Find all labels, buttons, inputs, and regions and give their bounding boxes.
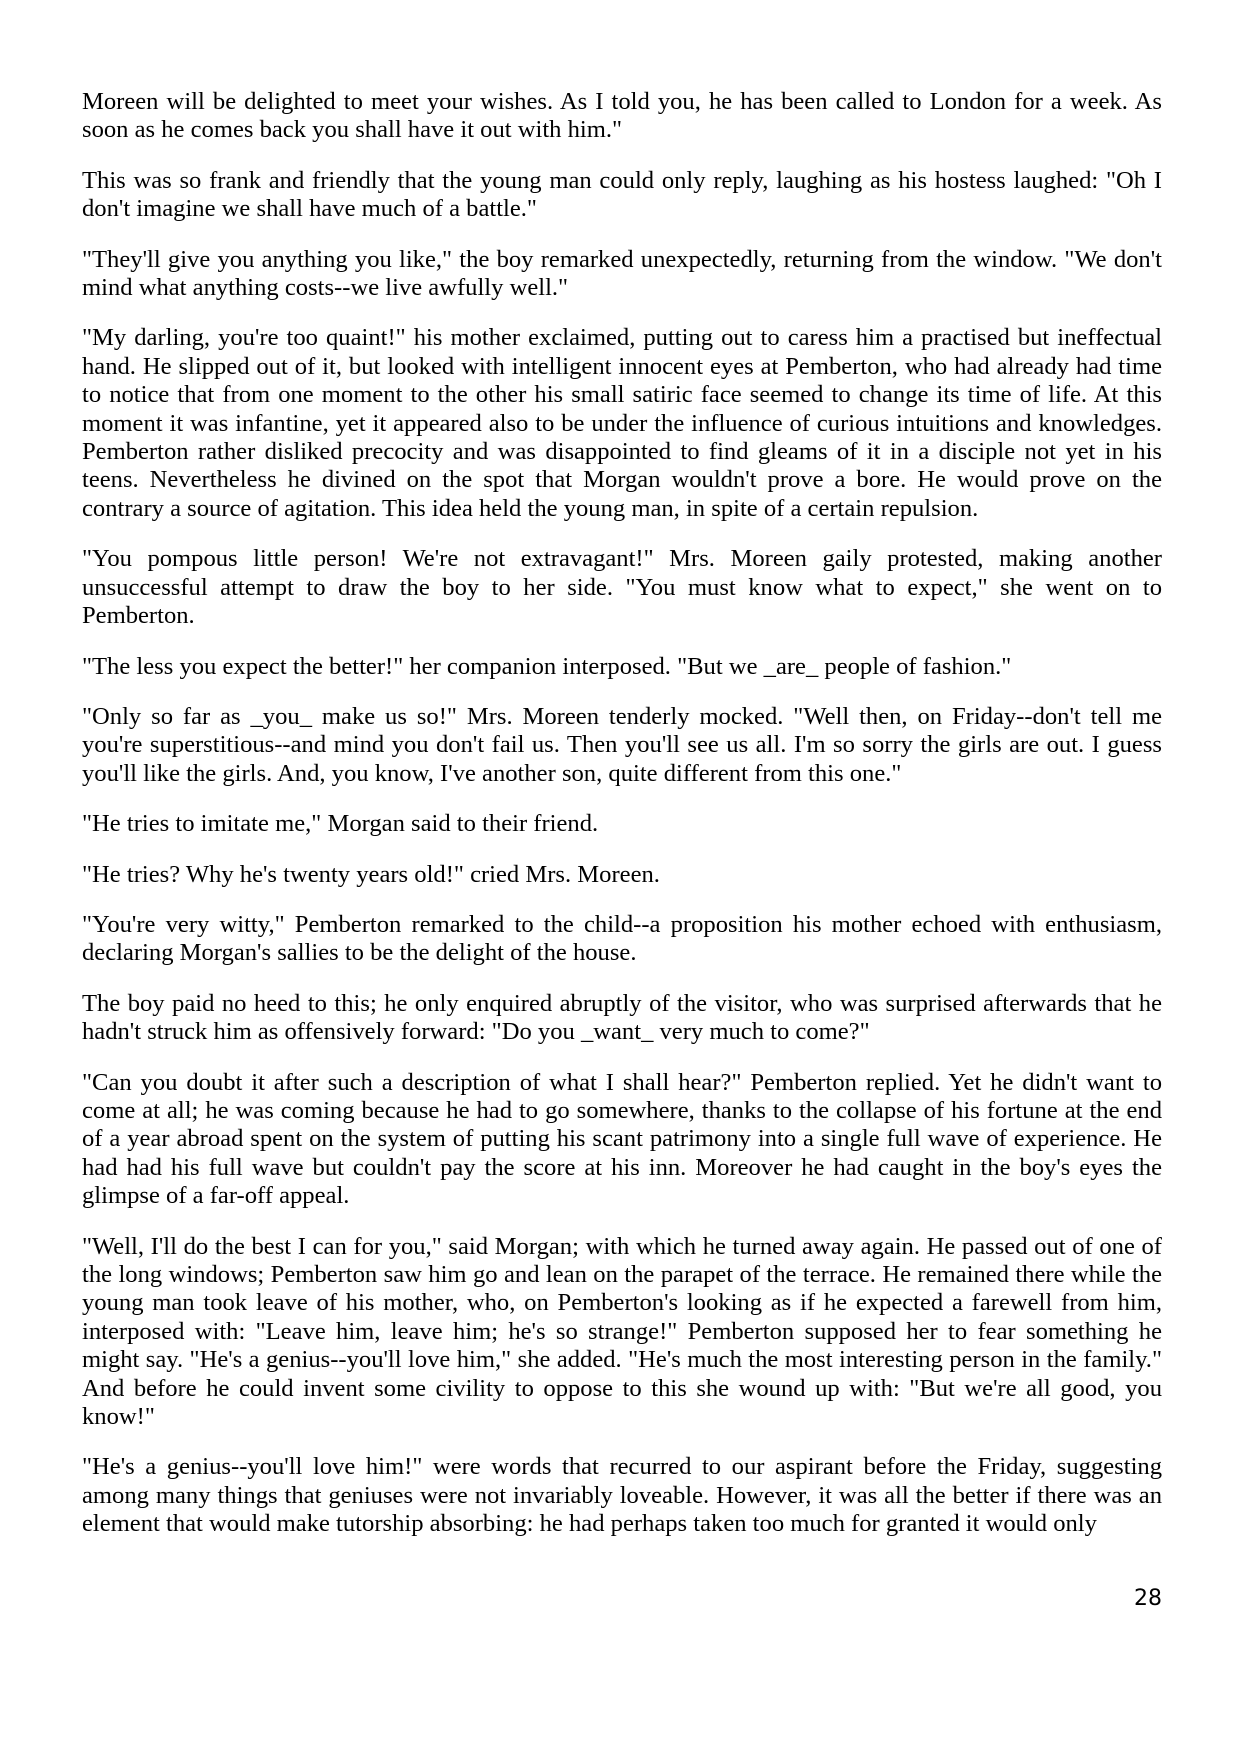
paragraph: Moreen will be delighted to meet your wishes. As I told you, he has been called to London for a week. As soon as he comes back you shall have it out with him."	[82, 88, 1162, 144]
paragraph: "He tries? Why he's twenty years old!" cried Mrs. Moreen.	[82, 860, 660, 888]
paragraph: "The less you expect the better!" her companion interposed. "But we _are_ people of fashion."	[82, 652, 1012, 680]
paragraph: "They'll give you anything you like," the boy remarked unexpectedly, returning from the window. "We don't mind what anything costs--we live awfully well."	[82, 245, 1162, 302]
paragraph: This was so frank and friendly that the young man could only reply, laughing as his hostess laughed: "Oh I don't imagine we shall have much of a battle."	[82, 166, 1162, 223]
paragraph: "He's a genius--you'll love him!" were words that recurred to our aspirant before the Friday, suggesting among many things that geniuses were not invariably loveable. However, it was all the better if there was an element that would make tutorship absorbing: he had perhaps taken too much for granted it would only	[82, 1453, 1162, 1538]
paragraph: "He tries to imitate me," Morgan said to their friend.	[82, 810, 599, 838]
paragraph: "You pompous little person! We're not extravagant!" Mrs. Moreen gaily protested, making another unsuccessful attempt to draw the boy to her side. "You must know what to expect," she went on to Pemberton.	[82, 545, 1162, 630]
paragraph: "Can you doubt it after such a description of what I shall hear?" Pemberton replied. Yet he didn't want to come at all; he was coming because he had to go somewhere, thanks to the collapse of his fortune at the end of a year abroad spent on the system of putting his scant patrimony into a single full wave of experience. He had had his full wave but couldn't pay the score at his inn. Moreover he had caught in the boy's eyes the glimpse of a far-off appeal.	[82, 1068, 1162, 1210]
page-body	[82, 88, 1162, 1561]
paragraph: "You're very witty," Pemberton remarked to the child--a proposition his mother echoed with enthusiasm, declaring Morgan's sallies to be the delight of the house.	[82, 910, 1162, 967]
paragraph: "My darling, you're too quaint!" his mother exclaimed, putting out to caress him a practised but ineffectual hand. He slipped out of it, but looked with intelligent innocent eyes at Pemberton, who had already had time to notice that from one moment to the other his small satiric face seemed to change its time of life. At this moment it was infantine, yet it appeared also to be under the influence of curious intuitions and knowledges. Pemberton rather disliked precocity and was disappointed to find gleams of it in a disciple not yet in his teens. Nevertheless he divined on the spot that Morgan wouldn't prove a bore. He would prove on the contrary a source of agitation. This idea held the young man, in spite of a certain repulsion.	[82, 324, 1162, 522]
paragraph: The boy paid no heed to this; he only enquired abruptly of the visitor, who was surprised afterwards that he hadn't struck him as offensively forward: "Do you _want_ very much to come?"	[82, 989, 1162, 1046]
page-number: 28	[1134, 1586, 1162, 1611]
paragraph: "Well, I'll do the best I can for you," said Morgan; with which he turned away again. He passed out of one of the long windows; Pemberton saw him go and lean on the parapet of the terrace. He remained there while the young man took leave of his mother, who, on Pemberton's looking as if he expected a farewell from him, interposed with: "Leave him, leave him; he's so strange!" Pemberton supposed her to fear something he might say. "He's a genius--you'll love him," she added. "He's much the most interesting person in the family." And before he could invent some civility to oppose to this she wound up with: "But we're all good, you know!"	[82, 1232, 1162, 1431]
paragraph: "Only so far as _you_ make us so!" Mrs. Moreen tenderly mocked. "Well then, on Friday--don't tell me you're superstitious--and mind you don't fail us. Then you'll see us all. I'm so sorry the girls are out. I guess you'll like the girls. And, you know, I've another son, quite different from this one."	[82, 702, 1162, 787]
